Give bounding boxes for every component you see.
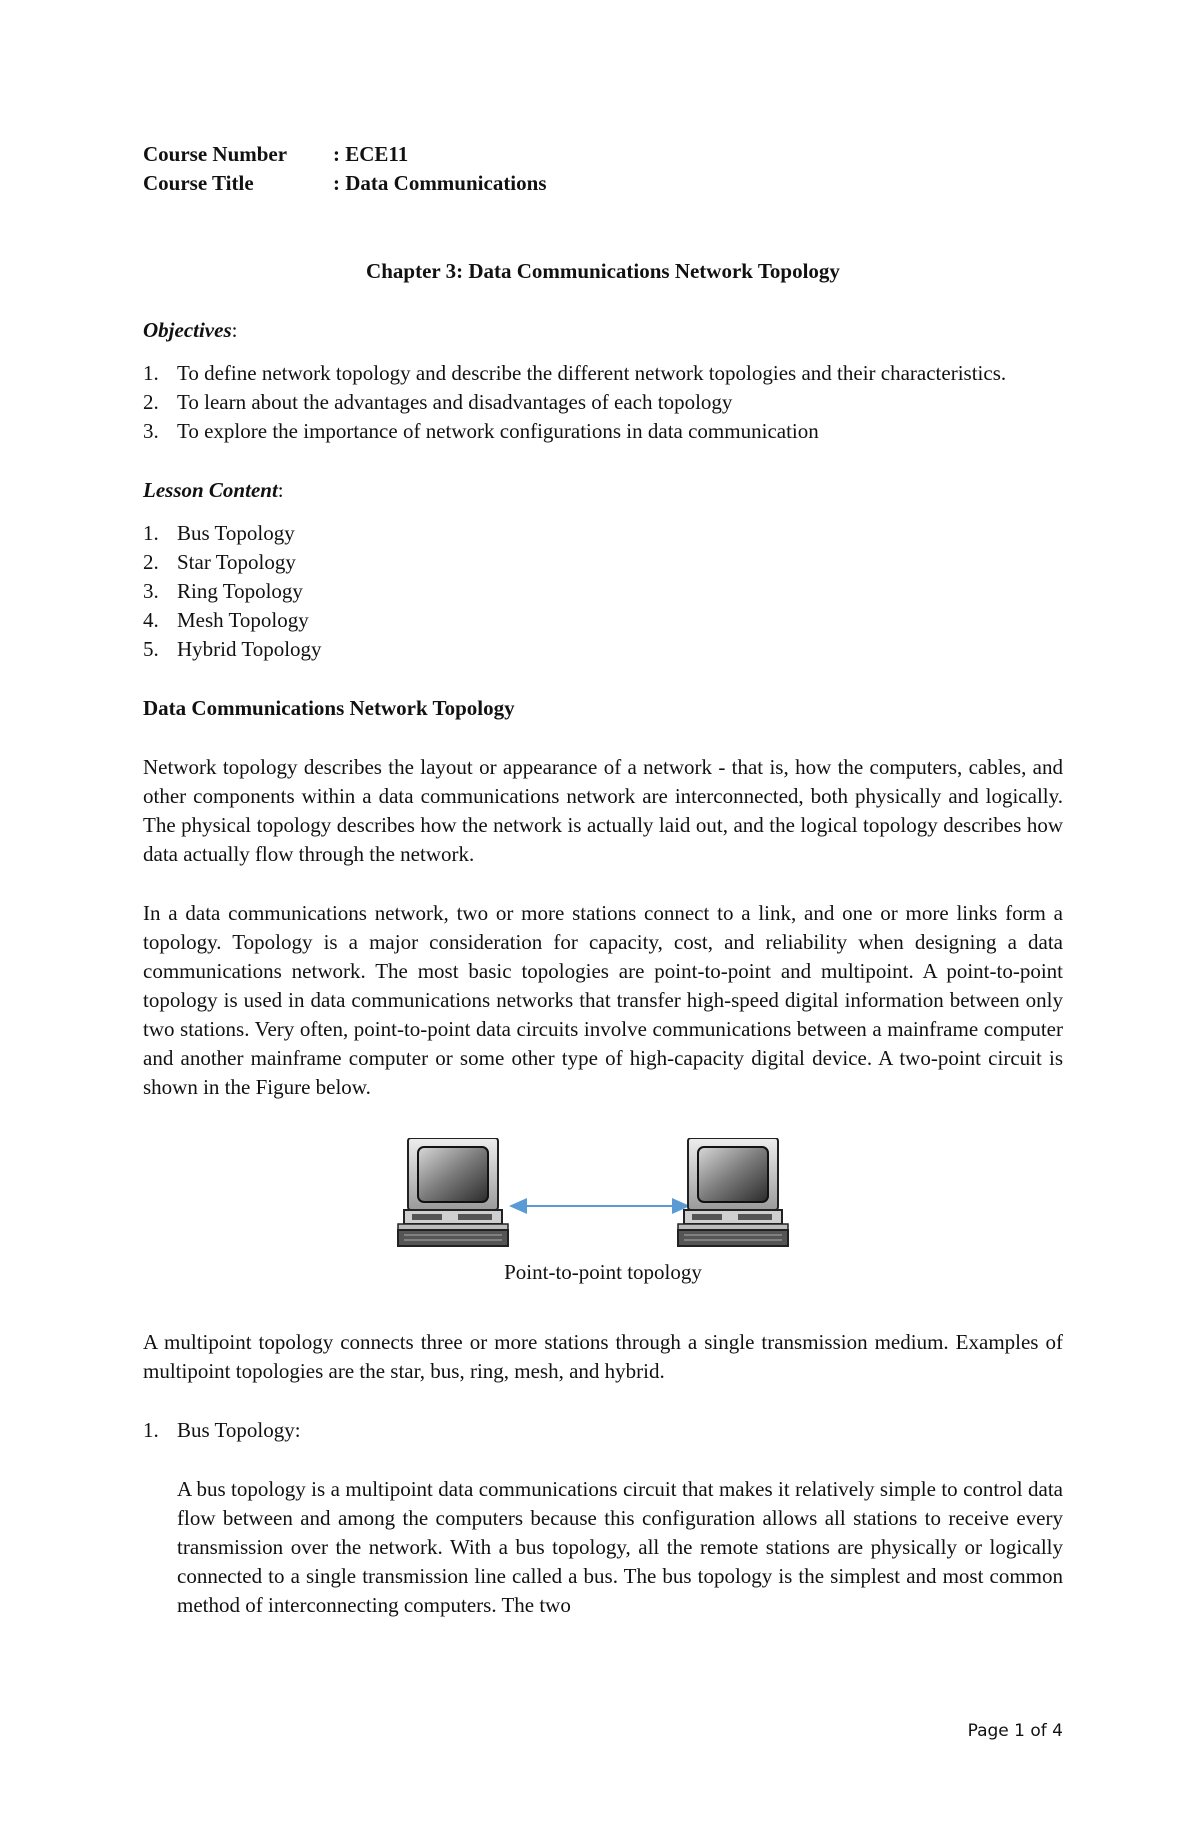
figure-caption: Point-to-point topology [504,1260,702,1284]
objectives-heading-colon: : [231,318,238,342]
list-number: 5. [143,637,159,661]
list-number: 3. [143,419,159,443]
lesson-content-heading-text: Lesson Content [143,478,278,502]
list-item-text: To learn about the advantages and disadvantages of each topology [177,390,733,414]
objectives-heading [143,316,1063,345]
bus-topology-heading-text: Bus Topology: [177,1418,301,1442]
list-item [143,417,1063,446]
paragraph-multipoint: A multipoint topology connects three or more stations through a single transmission medium. Examples of multipoint topologies are the star, bus, ring, mesh, and hybrid. [143,1330,1063,1383]
list-item [143,635,1063,664]
list-number: 1. [143,1418,159,1442]
list-item-text: To explore the importance of network configurations in data communication [177,419,819,443]
page-content [143,140,1063,1620]
list-item-text: Star Topology [177,550,296,574]
list-item-text: Mesh Topology [177,608,309,632]
lesson-content-heading [143,476,1063,505]
lesson-content-heading-colon: : [277,478,284,502]
course-title-value: : Data Communications [333,171,547,195]
list-item [143,577,1063,606]
paragraph-point-to-point: In a data communications network, two or more stations connect to a link, and one or more links form a topology. Topology is a major consideration for capacity, cost, and reliability when designing a data communications network. The most basic topologies are point-to-point and multipoint. A point-to-point topology is used in data communications networks that transfer high-speed digital information between only two stations. Very often, point-to-point data circuits involve communications between a mainframe computer and another mainframe computer or some other type of high-capacity digital device. A two-point circuit is shown in the Figure below. [143,901,1063,1099]
list-item [143,548,1063,577]
list-number: 4. [143,608,159,632]
list-item-text: Bus Topology [177,521,295,545]
section-title: Data Communications Network Topology [143,696,515,720]
list-item [143,606,1063,635]
list-number: 1. [143,521,159,545]
list-item [143,388,1063,417]
course-title-label: Course Title [143,171,254,195]
objectives-list [143,359,1063,446]
list-number: 3. [143,579,159,603]
computer-icon [678,1138,788,1246]
list-number: 2. [143,390,159,414]
course-number-value: : ECE11 [333,142,409,166]
list-item-text: Ring Topology [177,579,303,603]
paragraph-network-topology: Network topology describes the layout or appearance of a network - that is, how the computers, cables, and other components within a data communications network are interconnected, both physically and logically. The physical topology describes how the network is actually laid out, and the logical topology describes how data actually flow through the network. [143,755,1063,866]
objectives-heading-text: Objectives [143,318,232,342]
list-number: 2. [143,550,159,574]
list-item [143,359,1063,388]
lesson-content-list [143,519,1063,664]
course-number-label: Course Number [143,142,288,166]
list-item [143,519,1063,548]
course-number-row [143,140,1063,169]
point-to-point-figure [143,1138,1063,1298]
paragraph-bus-topology: A bus topology is a multipoint data communications circuit that makes it relatively simple to control data flow between and among the computers because this configuration allows all stations to receive every transmission over the network. With a bus topology, all the remote stations are physically or logically connected to a single transmission line called a bus. The bus topology is the simplest and most common method of interconnecting computers. The two [177,1477,1063,1617]
chapter-title: Chapter 3: Data Communications Network Topology [366,259,840,283]
list-item-text: Hybrid Topology [177,637,322,661]
list-number: 1. [143,361,159,385]
list-item-text: To define network topology and describe the different network topologies and their characteristics. [177,361,1007,385]
bus-topology-heading [143,1416,1063,1445]
course-title-row [143,169,1063,198]
computer-icon [398,1138,508,1246]
page-number: Page 1 of 4 [967,1721,1063,1741]
